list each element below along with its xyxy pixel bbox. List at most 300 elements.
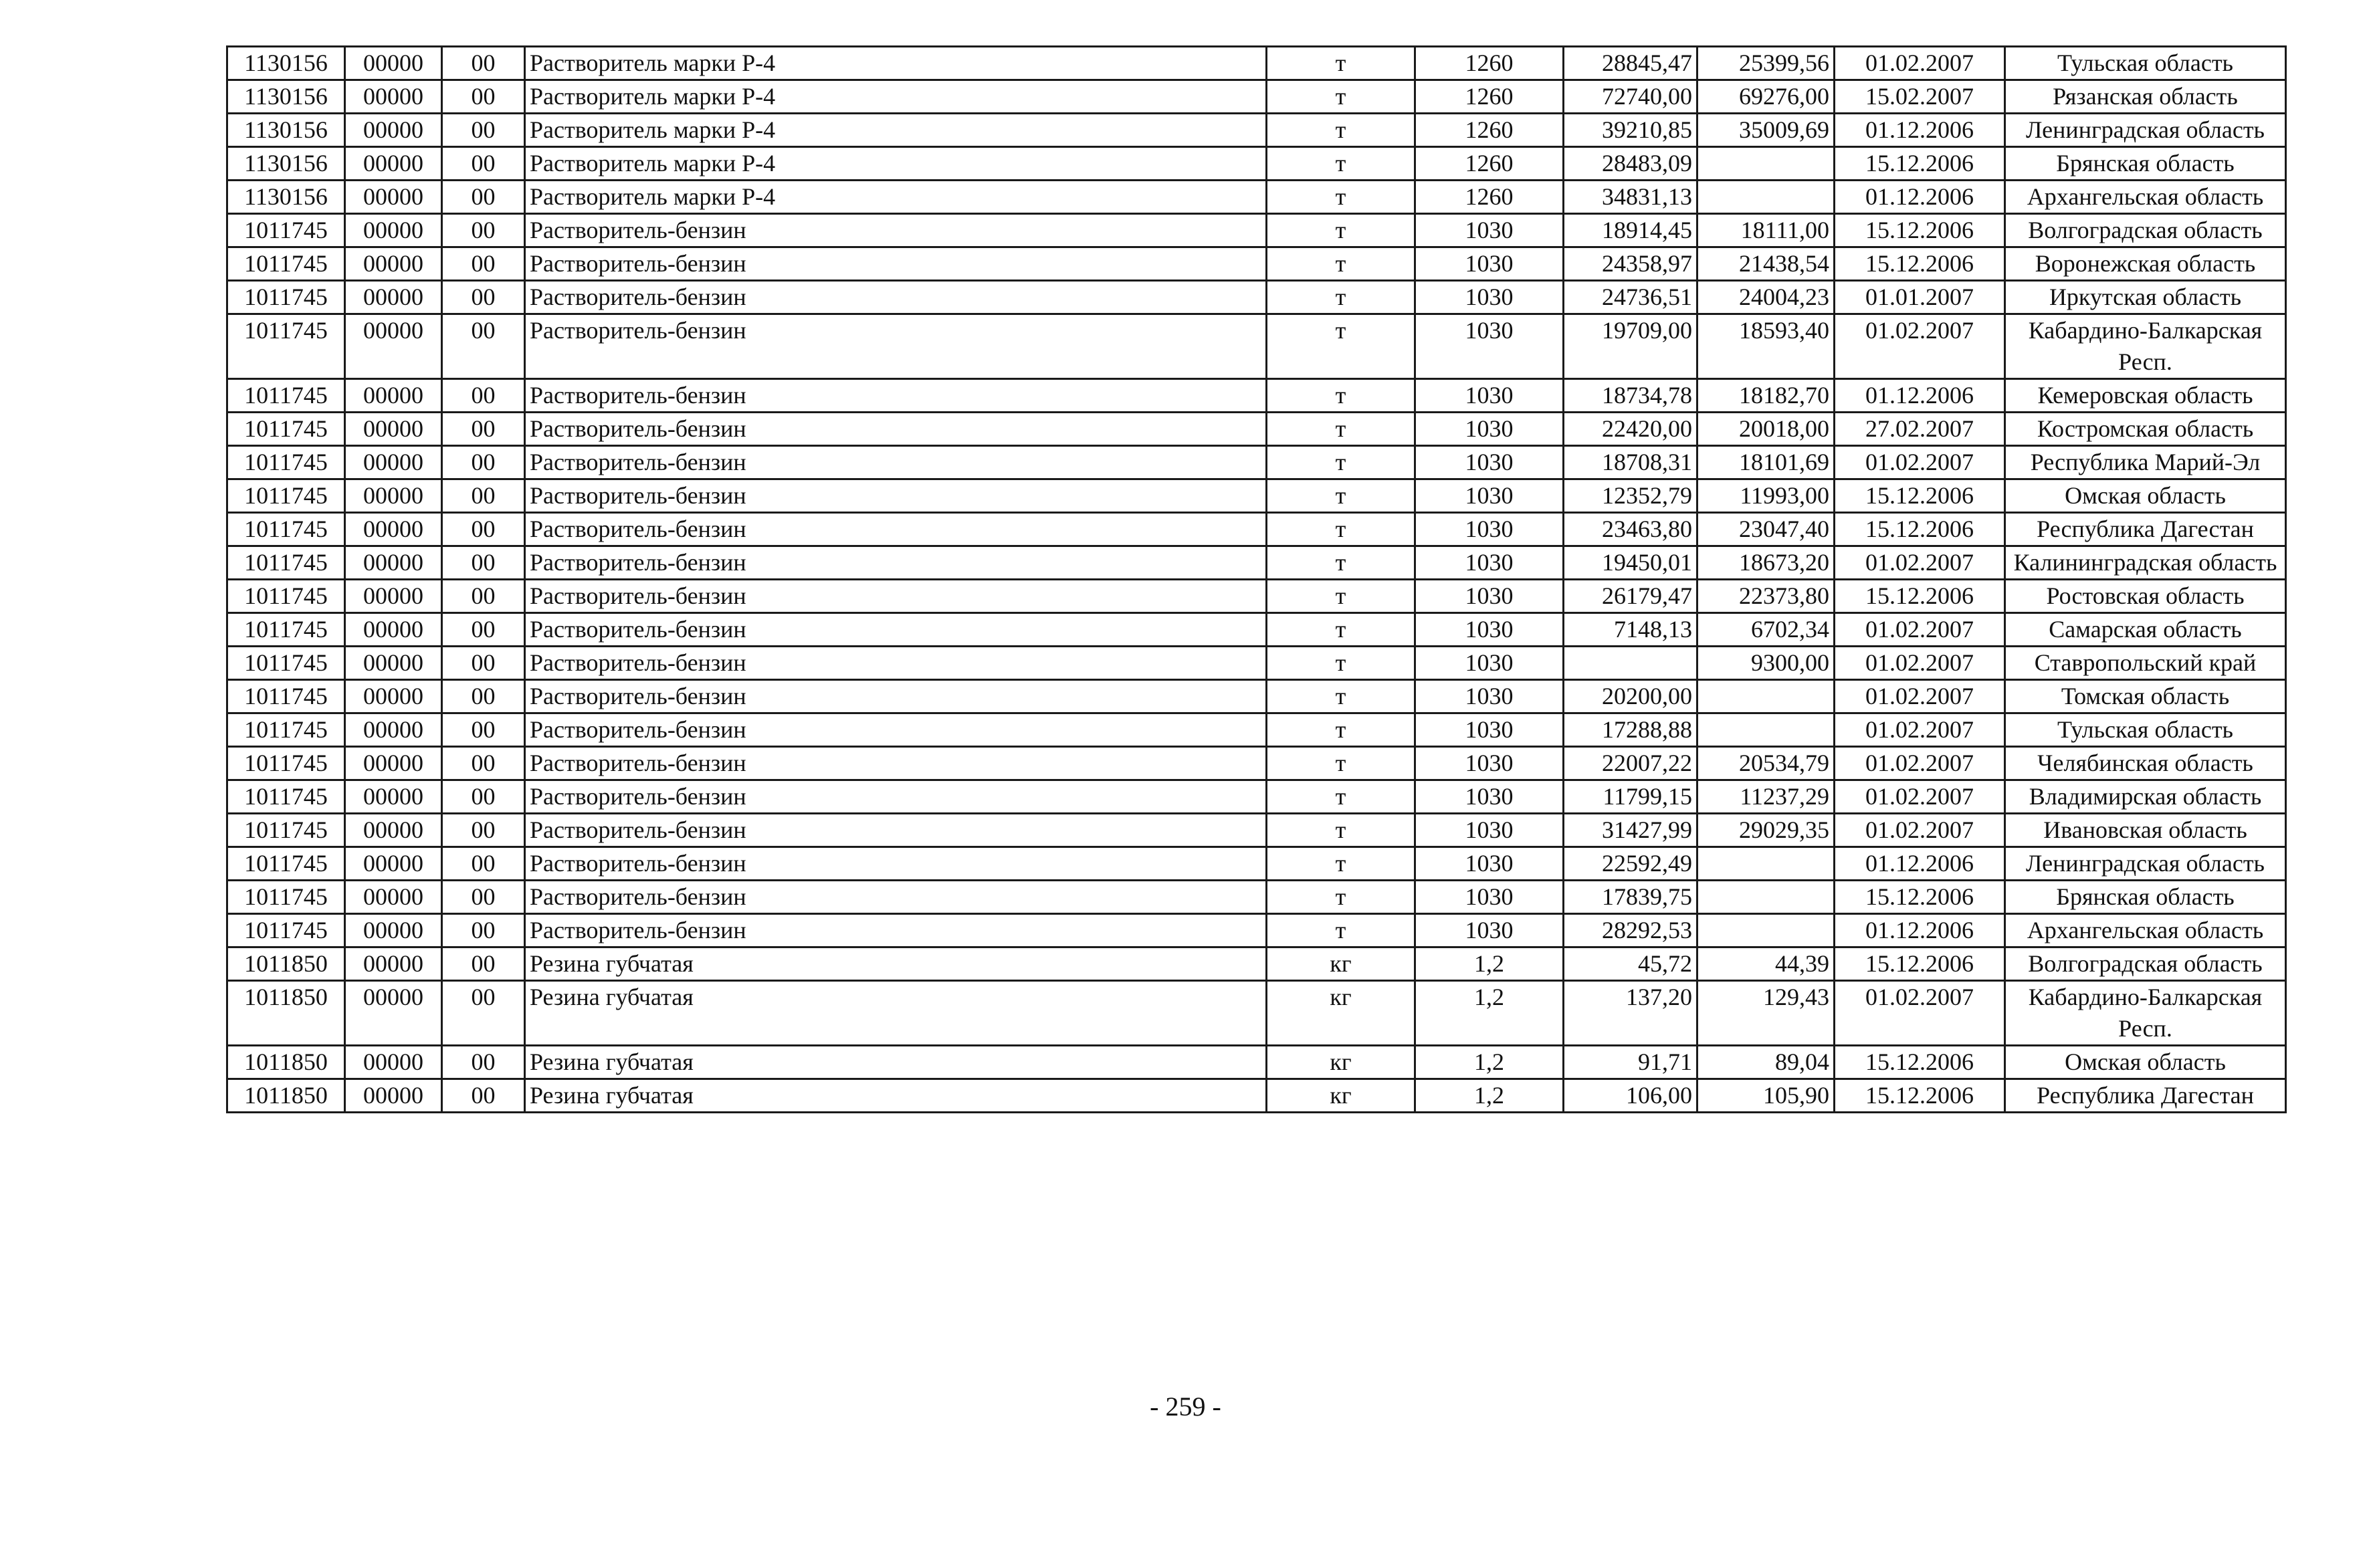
quantity-cell: 1030 <box>1415 713 1564 747</box>
table-row <box>227 881 2286 914</box>
product-name-cell: Растворитель-бензин <box>525 546 1267 580</box>
item-code-cell: 1130156 <box>227 47 345 80</box>
date-cell: 15.12.2006 <box>1835 1046 2005 1079</box>
sub-code-cell: 00000 <box>345 281 442 314</box>
date-cell: 15.02.2007 <box>1835 80 2005 114</box>
unit-cell: т <box>1267 814 1415 847</box>
ext-code-cell: 00 <box>442 1079 525 1113</box>
price-2-cell: 18111,00 <box>1697 214 1835 247</box>
sub-code-cell: 00000 <box>345 713 442 747</box>
unit-cell: т <box>1267 914 1415 947</box>
ext-code-cell: 00 <box>442 281 525 314</box>
item-code-cell: 1130156 <box>227 80 345 114</box>
ext-code-cell: 00 <box>442 881 525 914</box>
date-cell: 01.12.2006 <box>1835 181 2005 214</box>
table-row <box>227 747 2286 780</box>
unit-cell: т <box>1267 181 1415 214</box>
product-name-cell: Растворитель-бензин <box>525 580 1267 613</box>
region-cell: Ставропольский край <box>2005 647 2286 680</box>
price-2-cell: 44,39 <box>1697 947 1835 981</box>
quantity-cell: 1030 <box>1415 413 1564 446</box>
price-1-cell: 24736,51 <box>1564 281 1697 314</box>
item-code-cell: 1011850 <box>227 1079 345 1113</box>
product-name-cell: Растворитель-бензин <box>525 747 1267 780</box>
price-1-cell: 20200,00 <box>1564 680 1697 713</box>
price-2-cell <box>1697 147 1835 181</box>
item-code-cell: 1011745 <box>227 914 345 947</box>
region-cell: Волгоградская область <box>2005 947 2286 981</box>
region-cell: Челябинская область <box>2005 747 2286 780</box>
ext-code-cell: 00 <box>442 713 525 747</box>
item-code-cell: 1011745 <box>227 613 345 647</box>
table-row <box>227 947 2286 981</box>
sub-code-cell: 00000 <box>345 479 442 513</box>
price-1-cell: 7148,13 <box>1564 613 1697 647</box>
quantity-cell: 1260 <box>1415 47 1564 80</box>
price-2-cell: 21438,54 <box>1697 247 1835 281</box>
table-row <box>227 379 2286 413</box>
unit-cell: т <box>1267 881 1415 914</box>
quantity-cell: 1,2 <box>1415 947 1564 981</box>
item-code-cell: 1011745 <box>227 580 345 613</box>
table-row <box>227 446 2286 479</box>
table-row <box>227 314 2286 379</box>
ext-code-cell: 00 <box>442 214 525 247</box>
quantity-cell: 1030 <box>1415 914 1564 947</box>
product-name-cell: Растворитель марки Р-4 <box>525 181 1267 214</box>
quantity-cell: 1030 <box>1415 479 1564 513</box>
region-cell: Рязанская область <box>2005 80 2286 114</box>
product-name-cell: Растворитель-бензин <box>525 780 1267 814</box>
unit-cell: т <box>1267 780 1415 814</box>
item-code-cell: 1011745 <box>227 413 345 446</box>
item-code-cell: 1011745 <box>227 814 345 847</box>
product-name-cell: Растворитель-бензин <box>525 281 1267 314</box>
ext-code-cell: 00 <box>442 247 525 281</box>
price-1-cell: 18708,31 <box>1564 446 1697 479</box>
ext-code-cell: 00 <box>442 314 525 379</box>
ext-code-cell: 00 <box>442 513 525 546</box>
item-code-cell: 1011745 <box>227 546 345 580</box>
quantity-cell: 1260 <box>1415 80 1564 114</box>
table-row <box>227 147 2286 181</box>
item-code-cell: 1011850 <box>227 1046 345 1079</box>
ext-code-cell: 00 <box>442 647 525 680</box>
table-row <box>227 114 2286 147</box>
quantity-cell: 1030 <box>1415 780 1564 814</box>
ext-code-cell: 00 <box>442 947 525 981</box>
ext-code-cell: 00 <box>442 1046 525 1079</box>
table-row <box>227 80 2286 114</box>
product-name-cell: Резина губчатая <box>525 1046 1267 1079</box>
table-row <box>227 713 2286 747</box>
table-row <box>227 281 2286 314</box>
product-name-cell: Растворитель-бензин <box>525 847 1267 881</box>
price-2-cell: 6702,34 <box>1697 613 1835 647</box>
date-cell: 01.02.2007 <box>1835 814 2005 847</box>
product-name-cell: Резина губчатая <box>525 947 1267 981</box>
quantity-cell: 1030 <box>1415 214 1564 247</box>
product-name-cell: Растворитель марки Р-4 <box>525 147 1267 181</box>
region-cell: Кабардино-Балкарская Респ. <box>2005 314 2286 379</box>
table-row <box>227 413 2286 446</box>
unit-cell: т <box>1267 747 1415 780</box>
quantity-cell: 1030 <box>1415 680 1564 713</box>
item-code-cell: 1011850 <box>227 981 345 1046</box>
product-name-cell: Растворитель-бензин <box>525 479 1267 513</box>
unit-cell: т <box>1267 613 1415 647</box>
price-1-cell: 39210,85 <box>1564 114 1697 147</box>
region-cell: Костромская область <box>2005 413 2286 446</box>
quantity-cell: 1030 <box>1415 546 1564 580</box>
region-cell: Республика Марий-Эл <box>2005 446 2286 479</box>
sub-code-cell: 00000 <box>345 80 442 114</box>
unit-cell: т <box>1267 413 1415 446</box>
price-2-cell <box>1697 181 1835 214</box>
ext-code-cell: 00 <box>442 680 525 713</box>
table-row <box>227 814 2286 847</box>
quantity-cell: 1260 <box>1415 114 1564 147</box>
item-code-cell: 1011745 <box>227 847 345 881</box>
date-cell: 01.02.2007 <box>1835 713 2005 747</box>
date-cell: 01.02.2007 <box>1835 613 2005 647</box>
price-2-cell <box>1697 847 1835 881</box>
product-name-cell: Растворитель-бензин <box>525 881 1267 914</box>
item-code-cell: 1011745 <box>227 281 345 314</box>
item-code-cell: 1130156 <box>227 114 345 147</box>
price-1-cell: 22007,22 <box>1564 747 1697 780</box>
price-1-cell: 12352,79 <box>1564 479 1697 513</box>
unit-cell: т <box>1267 114 1415 147</box>
region-cell: Ростовская область <box>2005 580 2286 613</box>
ext-code-cell: 00 <box>442 147 525 181</box>
sub-code-cell: 00000 <box>345 947 442 981</box>
quantity-cell: 1030 <box>1415 446 1564 479</box>
price-2-cell: 22373,80 <box>1697 580 1835 613</box>
date-cell: 01.12.2006 <box>1835 379 2005 413</box>
price-1-cell: 72740,00 <box>1564 80 1697 114</box>
price-2-cell: 18673,20 <box>1697 546 1835 580</box>
region-cell: Самарская область <box>2005 613 2286 647</box>
page-number: - 259 - <box>1150 1391 1221 1422</box>
price-2-cell: 29029,35 <box>1697 814 1835 847</box>
sub-code-cell: 00000 <box>345 546 442 580</box>
product-name-cell: Растворитель-бензин <box>525 647 1267 680</box>
sub-code-cell: 00000 <box>345 147 442 181</box>
unit-cell: т <box>1267 214 1415 247</box>
price-1-cell <box>1564 647 1697 680</box>
price-2-cell <box>1697 680 1835 713</box>
region-cell: Омская область <box>2005 1046 2286 1079</box>
table-row <box>227 780 2286 814</box>
quantity-cell: 1030 <box>1415 513 1564 546</box>
product-name-cell: Растворитель-бензин <box>525 680 1267 713</box>
unit-cell: т <box>1267 446 1415 479</box>
item-code-cell: 1011745 <box>227 379 345 413</box>
quantity-cell: 1030 <box>1415 814 1564 847</box>
date-cell: 01.12.2006 <box>1835 847 2005 881</box>
sub-code-cell: 00000 <box>345 446 442 479</box>
unit-cell: т <box>1267 314 1415 379</box>
quantity-cell: 1030 <box>1415 847 1564 881</box>
ext-code-cell: 00 <box>442 747 525 780</box>
price-1-cell: 22592,49 <box>1564 847 1697 881</box>
ext-code-cell: 00 <box>442 613 525 647</box>
price-1-cell: 91,71 <box>1564 1046 1697 1079</box>
unit-cell: кг <box>1267 1079 1415 1113</box>
unit-cell: кг <box>1267 1046 1415 1079</box>
ext-code-cell: 00 <box>442 446 525 479</box>
table-row <box>227 181 2286 214</box>
price-2-cell: 35009,69 <box>1697 114 1835 147</box>
price-2-cell: 9300,00 <box>1697 647 1835 680</box>
product-name-cell: Растворитель-бензин <box>525 513 1267 546</box>
price-1-cell: 19450,01 <box>1564 546 1697 580</box>
price-2-cell: 18593,40 <box>1697 314 1835 379</box>
unit-cell: т <box>1267 80 1415 114</box>
price-1-cell: 31427,99 <box>1564 814 1697 847</box>
price-2-cell: 18182,70 <box>1697 379 1835 413</box>
sub-code-cell: 00000 <box>345 181 442 214</box>
unit-cell: т <box>1267 379 1415 413</box>
product-name-cell: Растворитель-бензин <box>525 446 1267 479</box>
date-cell: 15.12.2006 <box>1835 1079 2005 1113</box>
table-row <box>227 214 2286 247</box>
sub-code-cell: 00000 <box>345 881 442 914</box>
unit-cell: т <box>1267 580 1415 613</box>
price-1-cell: 34831,13 <box>1564 181 1697 214</box>
region-cell: Калининградская область <box>2005 546 2286 580</box>
item-code-cell: 1011745 <box>227 479 345 513</box>
ext-code-cell: 00 <box>442 379 525 413</box>
item-code-cell: 1011745 <box>227 680 345 713</box>
item-code-cell: 1011850 <box>227 947 345 981</box>
price-1-cell: 18914,45 <box>1564 214 1697 247</box>
table-row <box>227 613 2286 647</box>
item-code-cell: 1011745 <box>227 647 345 680</box>
ext-code-cell: 00 <box>442 914 525 947</box>
item-code-cell: 1130156 <box>227 181 345 214</box>
quantity-cell: 1030 <box>1415 247 1564 281</box>
sub-code-cell: 00000 <box>345 647 442 680</box>
item-code-cell: 1011745 <box>227 446 345 479</box>
item-code-cell: 1011745 <box>227 214 345 247</box>
item-code-cell: 1011745 <box>227 881 345 914</box>
item-code-cell: 1011745 <box>227 747 345 780</box>
region-cell: Ленинградская область <box>2005 114 2286 147</box>
quantity-cell: 1030 <box>1415 747 1564 780</box>
unit-cell: т <box>1267 680 1415 713</box>
table-row <box>227 580 2286 613</box>
product-name-cell: Растворитель-бензин <box>525 214 1267 247</box>
date-cell: 01.02.2007 <box>1835 647 2005 680</box>
region-cell: Брянская область <box>2005 147 2286 181</box>
table-row <box>227 546 2286 580</box>
date-cell: 15.12.2006 <box>1835 147 2005 181</box>
ext-code-cell: 00 <box>442 580 525 613</box>
sub-code-cell: 00000 <box>345 379 442 413</box>
date-cell: 01.12.2006 <box>1835 114 2005 147</box>
sub-code-cell: 00000 <box>345 780 442 814</box>
price-2-cell: 24004,23 <box>1697 281 1835 314</box>
quantity-cell: 1,2 <box>1415 1079 1564 1113</box>
unit-cell: т <box>1267 847 1415 881</box>
product-name-cell: Растворитель-бензин <box>525 713 1267 747</box>
price-2-cell <box>1697 881 1835 914</box>
sub-code-cell: 00000 <box>345 1046 442 1079</box>
product-name-cell: Растворитель марки Р-4 <box>525 80 1267 114</box>
table-row <box>227 981 2286 1046</box>
quantity-cell: 1030 <box>1415 647 1564 680</box>
table-row <box>227 647 2286 680</box>
date-cell: 15.12.2006 <box>1835 513 2005 546</box>
sub-code-cell: 00000 <box>345 847 442 881</box>
table-row <box>227 1079 2286 1113</box>
date-cell: 01.02.2007 <box>1835 680 2005 713</box>
ext-code-cell: 00 <box>442 47 525 80</box>
ext-code-cell: 00 <box>442 80 525 114</box>
price-2-cell: 20018,00 <box>1697 413 1835 446</box>
table-body <box>227 47 2286 1113</box>
product-name-cell: Растворитель-бензин <box>525 314 1267 379</box>
price-1-cell: 28483,09 <box>1564 147 1697 181</box>
date-cell: 01.02.2007 <box>1835 546 2005 580</box>
unit-cell: т <box>1267 513 1415 546</box>
product-name-cell: Растворитель-бензин <box>525 247 1267 281</box>
quantity-cell: 1030 <box>1415 281 1564 314</box>
date-cell: 01.02.2007 <box>1835 780 2005 814</box>
item-code-cell: 1011745 <box>227 314 345 379</box>
unit-cell: т <box>1267 147 1415 181</box>
price-1-cell: 17839,75 <box>1564 881 1697 914</box>
price-1-cell: 22420,00 <box>1564 413 1697 446</box>
unit-cell: т <box>1267 281 1415 314</box>
region-cell: Владимирская область <box>2005 780 2286 814</box>
price-1-cell: 24358,97 <box>1564 247 1697 281</box>
quantity-cell: 1,2 <box>1415 981 1564 1046</box>
price-2-cell: 20534,79 <box>1697 747 1835 780</box>
unit-cell: т <box>1267 546 1415 580</box>
quantity-cell: 1030 <box>1415 379 1564 413</box>
date-cell: 15.12.2006 <box>1835 947 2005 981</box>
sub-code-cell: 00000 <box>345 1079 442 1113</box>
sub-code-cell: 00000 <box>345 747 442 780</box>
item-code-cell: 1011745 <box>227 513 345 546</box>
table-row <box>227 680 2286 713</box>
region-cell: Иркутская область <box>2005 281 2286 314</box>
sub-code-cell: 00000 <box>345 580 442 613</box>
ext-code-cell: 00 <box>442 981 525 1046</box>
sub-code-cell: 00000 <box>345 981 442 1046</box>
product-name-cell: Растворитель-бензин <box>525 914 1267 947</box>
unit-cell: кг <box>1267 947 1415 981</box>
price-1-cell: 19709,00 <box>1564 314 1697 379</box>
region-cell: Архангельская область <box>2005 181 2286 214</box>
region-cell: Архангельская область <box>2005 914 2286 947</box>
table-row <box>227 914 2286 947</box>
price-1-cell: 45,72 <box>1564 947 1697 981</box>
ext-code-cell: 00 <box>442 479 525 513</box>
ext-code-cell: 00 <box>442 181 525 214</box>
quantity-cell: 1030 <box>1415 613 1564 647</box>
sub-code-cell: 00000 <box>345 413 442 446</box>
price-2-cell <box>1697 713 1835 747</box>
unit-cell: кг <box>1267 981 1415 1046</box>
price-1-cell: 23463,80 <box>1564 513 1697 546</box>
region-cell: Омская область <box>2005 479 2286 513</box>
price-2-cell: 11993,00 <box>1697 479 1835 513</box>
unit-cell: т <box>1267 47 1415 80</box>
price-table <box>226 45 2287 1113</box>
date-cell: 01.02.2007 <box>1835 314 2005 379</box>
region-cell: Кемеровская область <box>2005 379 2286 413</box>
ext-code-cell: 00 <box>442 546 525 580</box>
product-name-cell: Растворитель марки Р-4 <box>525 47 1267 80</box>
price-2-cell: 25399,56 <box>1697 47 1835 80</box>
table-row <box>227 479 2286 513</box>
quantity-cell: 1030 <box>1415 314 1564 379</box>
quantity-cell: 1,2 <box>1415 1046 1564 1079</box>
date-cell: 01.02.2007 <box>1835 446 2005 479</box>
date-cell: 01.02.2007 <box>1835 981 2005 1046</box>
unit-cell: т <box>1267 247 1415 281</box>
price-2-cell: 23047,40 <box>1697 513 1835 546</box>
price-1-cell: 18734,78 <box>1564 379 1697 413</box>
region-cell: Тульская область <box>2005 47 2286 80</box>
price-1-cell: 137,20 <box>1564 981 1697 1046</box>
price-2-cell: 129,43 <box>1697 981 1835 1046</box>
sub-code-cell: 00000 <box>345 680 442 713</box>
price-1-cell: 28845,47 <box>1564 47 1697 80</box>
region-cell: Тульская область <box>2005 713 2286 747</box>
product-name-cell: Растворитель марки Р-4 <box>525 114 1267 147</box>
region-cell: Томская область <box>2005 680 2286 713</box>
date-cell: 01.02.2007 <box>1835 747 2005 780</box>
product-name-cell: Растворитель-бензин <box>525 613 1267 647</box>
sub-code-cell: 00000 <box>345 814 442 847</box>
unit-cell: т <box>1267 713 1415 747</box>
ext-code-cell: 00 <box>442 780 525 814</box>
item-code-cell: 1011745 <box>227 713 345 747</box>
table-row <box>227 1046 2286 1079</box>
table-row <box>227 47 2286 80</box>
price-1-cell: 106,00 <box>1564 1079 1697 1113</box>
region-cell: Ивановская область <box>2005 814 2286 847</box>
price-2-cell: 69276,00 <box>1697 80 1835 114</box>
region-cell: Волгоградская область <box>2005 214 2286 247</box>
date-cell: 01.01.2007 <box>1835 281 2005 314</box>
quantity-cell: 1030 <box>1415 580 1564 613</box>
sub-code-cell: 00000 <box>345 214 442 247</box>
product-name-cell: Резина губчатая <box>525 981 1267 1046</box>
date-cell: 15.12.2006 <box>1835 247 2005 281</box>
unit-cell: т <box>1267 647 1415 680</box>
region-cell: Воронежская область <box>2005 247 2286 281</box>
region-cell: Ленинградская область <box>2005 847 2286 881</box>
price-1-cell: 11799,15 <box>1564 780 1697 814</box>
price-1-cell: 28292,53 <box>1564 914 1697 947</box>
price-2-cell <box>1697 914 1835 947</box>
quantity-cell: 1030 <box>1415 881 1564 914</box>
region-cell: Республика Дагестан <box>2005 513 2286 546</box>
region-cell: Брянская область <box>2005 881 2286 914</box>
price-1-cell: 17288,88 <box>1564 713 1697 747</box>
date-cell: 15.12.2006 <box>1835 881 2005 914</box>
price-2-cell: 89,04 <box>1697 1046 1835 1079</box>
product-name-cell: Резина губчатая <box>525 1079 1267 1113</box>
date-cell: 15.12.2006 <box>1835 479 2005 513</box>
ext-code-cell: 00 <box>442 847 525 881</box>
